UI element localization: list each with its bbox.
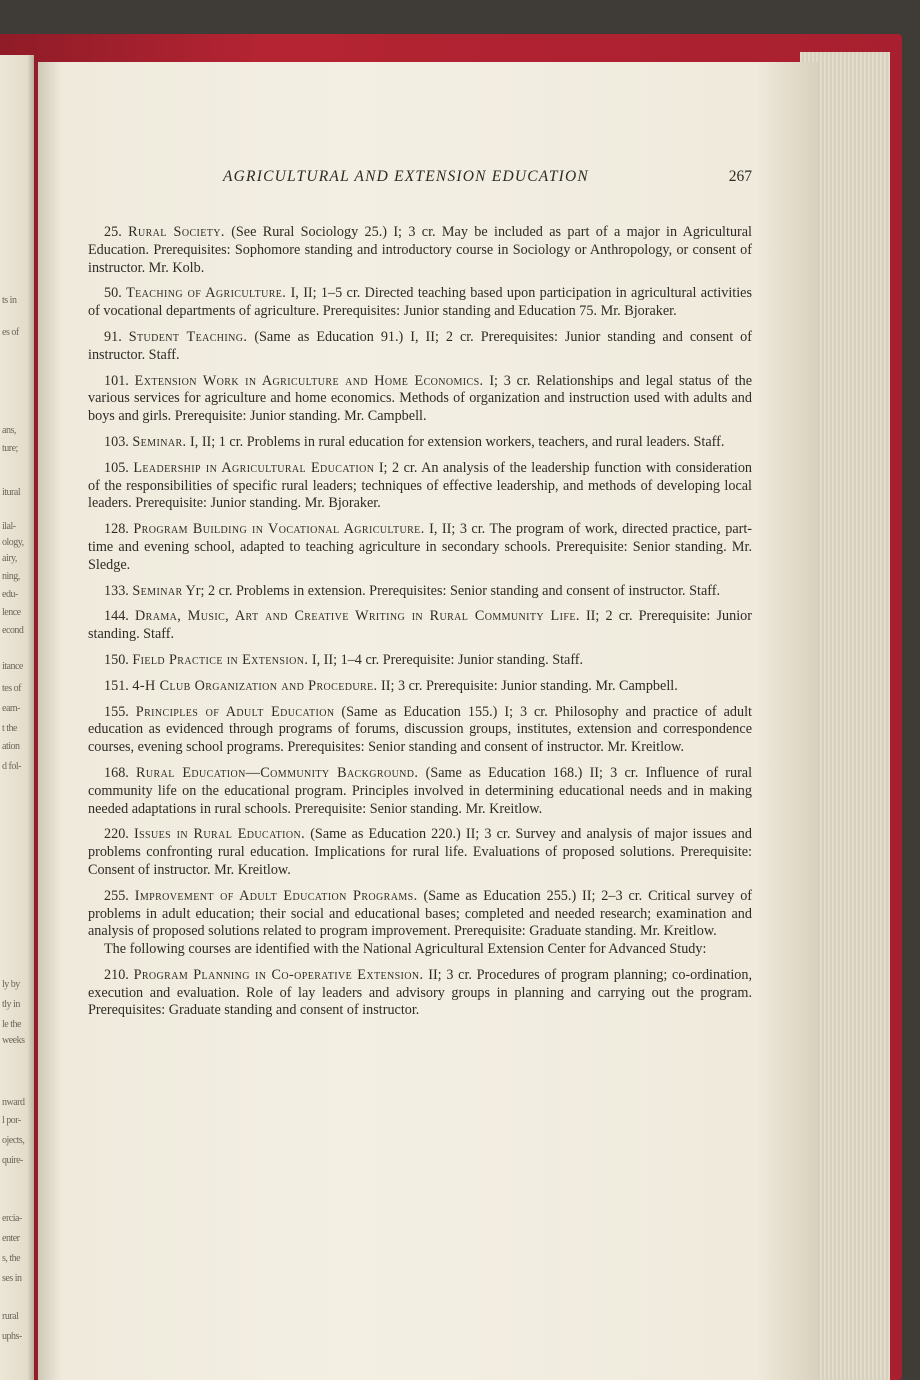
course-number: 91. bbox=[104, 328, 122, 345]
course-entry bbox=[88, 678, 752, 696]
left-page-fragment: uphs- bbox=[2, 1331, 22, 1342]
course-title: Improvement of Adult Education Programs. bbox=[134, 887, 418, 904]
left-page-fragment: econd bbox=[2, 625, 24, 636]
course-description: (Same as Education 220.) II; 3 cr. Survey and analysis of major issues and problems confronting rural education. Implications for rural life. Evaluations of proposed solutions. Prerequisite: Consent of instructor. Mr. Kreitlow. bbox=[88, 826, 752, 878]
course-entry bbox=[88, 285, 752, 321]
course-number: 168. bbox=[104, 764, 129, 781]
course-title: Rural Education—Community Background. bbox=[136, 764, 419, 781]
course-title: Drama, Music, Art and Creative Writing in Rural Community Life. bbox=[134, 608, 580, 625]
course-title: Seminar. bbox=[132, 433, 187, 450]
page-number: 267 bbox=[728, 168, 752, 185]
course-title: Program Planning in Co-operative Extension. bbox=[133, 966, 424, 983]
course-title: Extension Work in Agriculture and Home Economics. bbox=[134, 372, 484, 389]
course-description: I, II; 1 cr. Problems in rural education for extension workers, teachers, and rural leaders. Staff. bbox=[190, 433, 725, 450]
course-description: I; 3 cr. Relationships and legal status of the various services for agriculture and home economics. Methods of organization and instruction used with adults and boys and girls. Prerequisite: Junior standing. Mr. Campbell. bbox=[88, 372, 753, 425]
course-description: II; 3 cr. Prerequisite: Junior standing. Mr. Campbell. bbox=[381, 677, 678, 694]
left-page-fragment: nward bbox=[2, 1097, 25, 1108]
left-page-fragment: ts in bbox=[2, 295, 17, 306]
running-title: AGRICULTURAL AND EXTENSION EDUCATION bbox=[223, 168, 589, 185]
course-number: 210. bbox=[104, 966, 129, 983]
course-number: 103. bbox=[104, 433, 129, 450]
course-entry bbox=[88, 521, 752, 574]
course-title: Program Building in Vocational Agriculture. bbox=[133, 521, 425, 538]
course-description: I, II; 1–5 cr. Directed teaching based upon participation in agricultural activities of vocational departments of agriculture. Prerequisites: Junior standing and Education 75. Mr. Bjoraker. bbox=[88, 285, 752, 320]
course-number: 101. bbox=[104, 372, 129, 389]
left-page-fragment: ation bbox=[2, 741, 20, 752]
left-page-fragment: ture; bbox=[2, 443, 18, 454]
course-entry bbox=[88, 967, 752, 1020]
course-description: (Same as Education 155.) I; 3 cr. Philosophy and practice of adult education as evidenced through programs of forums, discussion groups, institutes, extension and correspondence courses, evening school programs. Prerequisites: Senior standing and consent of instructor. Mr. Kreitlow. bbox=[88, 703, 752, 756]
left-page-fragment: enter bbox=[2, 1233, 20, 1244]
course-entry bbox=[88, 460, 752, 513]
course-number: 150. bbox=[104, 651, 129, 668]
left-page-fragment: quire- bbox=[2, 1155, 23, 1166]
left-page-fragment: t the bbox=[2, 723, 17, 734]
course-entry bbox=[88, 826, 752, 879]
course-entry bbox=[88, 704, 752, 757]
left-page-fragment: lence bbox=[2, 607, 21, 618]
left-page-fragment: ercia- bbox=[2, 1213, 22, 1224]
course-entry bbox=[88, 434, 752, 452]
left-page-fragment: ojects, bbox=[2, 1135, 25, 1146]
course-description: II; 3 cr. Procedures of program planning; co-ordination, execution and evaluation. Role of lay leaders and advisory groups in planning and carrying out the program. Prerequisites: Graduate standing and consent of instructor. bbox=[88, 966, 753, 1019]
course-title: Issues in Rural Education. bbox=[133, 826, 306, 843]
left-page-fragment: tes of bbox=[2, 683, 21, 694]
left-page-fragment: weeks bbox=[2, 1035, 25, 1046]
left-page-strip bbox=[0, 55, 34, 1380]
left-page-fragment: rural bbox=[2, 1311, 19, 1322]
course-entry bbox=[88, 765, 752, 818]
course-title: Leadership in Agricultural Education bbox=[133, 459, 375, 476]
course-number: 151. bbox=[104, 677, 129, 694]
course-title: Teaching of Agriculture. bbox=[126, 285, 287, 302]
course-number: 255. bbox=[104, 887, 129, 904]
course-number: 144. bbox=[104, 608, 129, 625]
left-page-fragment: edu- bbox=[2, 589, 18, 600]
page-header bbox=[88, 168, 752, 190]
left-page-fragment: ses in bbox=[2, 1273, 22, 1284]
course-entry bbox=[88, 652, 752, 670]
course-description: I, II; 3 cr. The program of work, directed practice, part-time and evening school, adapted to teaching agriculture in secondary schools. Prerequisite: Senior standing. Mr. Sledge. bbox=[88, 521, 753, 573]
course-entry bbox=[88, 373, 752, 426]
course-entry bbox=[88, 583, 752, 601]
course-title: 4-H Club Organization and Procedure. bbox=[132, 677, 378, 694]
course-description: (Same as Education 255.) II; 2–3 cr. Critical survey of problems in adult education; their social and educational bases; completed and needed research; examination and analysis of proposed solutions related to program improvement. Prerequisite: Graduate standing. Mr. Kreitlow. bbox=[88, 887, 753, 940]
course-entry bbox=[88, 608, 752, 644]
left-page-fragment: es of bbox=[2, 327, 19, 338]
course-entry bbox=[88, 329, 752, 365]
course-title: Field Practice in Extension. bbox=[132, 651, 309, 668]
course-description: I, II; 1–4 cr. Prerequisite: Junior standing. Staff. bbox=[311, 651, 584, 668]
left-page-fragment: ology, bbox=[2, 537, 24, 548]
course-description: (See Rural Sociology 25.) I; 3 cr. May be included as part of a major in Agricultural Education. Prerequisites: Sophomore standing and introductory course in Sociology or Anthropology, or consent of instructor. Mr. Kolb. bbox=[88, 224, 753, 276]
left-page-fragment: d fol- bbox=[2, 761, 21, 772]
left-page-fragment: ning, bbox=[2, 571, 20, 582]
course-number: 220. bbox=[104, 826, 129, 843]
left-page-fragment: itance bbox=[2, 661, 23, 672]
left-page-fragment: airy, bbox=[2, 553, 17, 564]
left-page-fragment: tly in bbox=[2, 999, 20, 1010]
course-title: Principles of Adult Education bbox=[135, 703, 335, 720]
course-number: 155. bbox=[104, 703, 129, 720]
left-page-fragment: itural bbox=[2, 487, 21, 498]
course-number: 25. bbox=[104, 224, 122, 240]
course-description: II; 2 cr. Prerequisite: Junior standing. Staff. bbox=[88, 608, 752, 643]
left-page-fragment: eam- bbox=[2, 703, 20, 714]
left-page-fragment: s, the bbox=[2, 1253, 21, 1264]
course-number: 50. bbox=[104, 285, 122, 302]
course-description: Yr; 2 cr. Problems in extension. Prerequisites: Senior standing and consent of instructor. Staff. bbox=[185, 582, 720, 599]
left-page-fragment: ilal- bbox=[2, 521, 16, 532]
course-title: Seminar bbox=[132, 582, 183, 599]
left-page-fragment: ly by bbox=[2, 979, 20, 990]
course-description: (Same as Education 91.) I, II; 2 cr. Prerequisites: Junior standing and consent of instructor. Staff. bbox=[88, 328, 753, 363]
course-number: 133. bbox=[104, 582, 129, 599]
course-entry bbox=[88, 224, 752, 277]
course-number: 105. bbox=[104, 459, 129, 476]
section-note: The following courses are identified with the National Agricultural Extension Center for Advanced Study: bbox=[104, 941, 707, 958]
left-page-fragment: l por- bbox=[2, 1115, 21, 1126]
left-page-fragment: le the bbox=[2, 1019, 21, 1030]
course-number: 128. bbox=[104, 521, 129, 538]
course-description: (Same as Education 168.) II; 3 cr. Influence of rural community life on the educational program. Principles involved in determining educational needs and in making needed adaptations in rural schools. Prerequisite: Senior standing. Mr. Kreitlow. bbox=[88, 764, 753, 817]
course-list bbox=[88, 224, 752, 1028]
course-entry bbox=[88, 888, 752, 941]
course-description: I; 2 cr. An analysis of the leadership function with consideration of the responsibilities of specific rural leaders; techniques of effective leadership, and methods of developing local leaders. Prerequisite: Junior standing. Mr. Bjoraker. bbox=[88, 459, 753, 512]
course-title: Rural Society. bbox=[128, 224, 225, 240]
course-title: Student Teaching. bbox=[128, 328, 248, 345]
left-page-fragment: ans, bbox=[2, 425, 16, 436]
